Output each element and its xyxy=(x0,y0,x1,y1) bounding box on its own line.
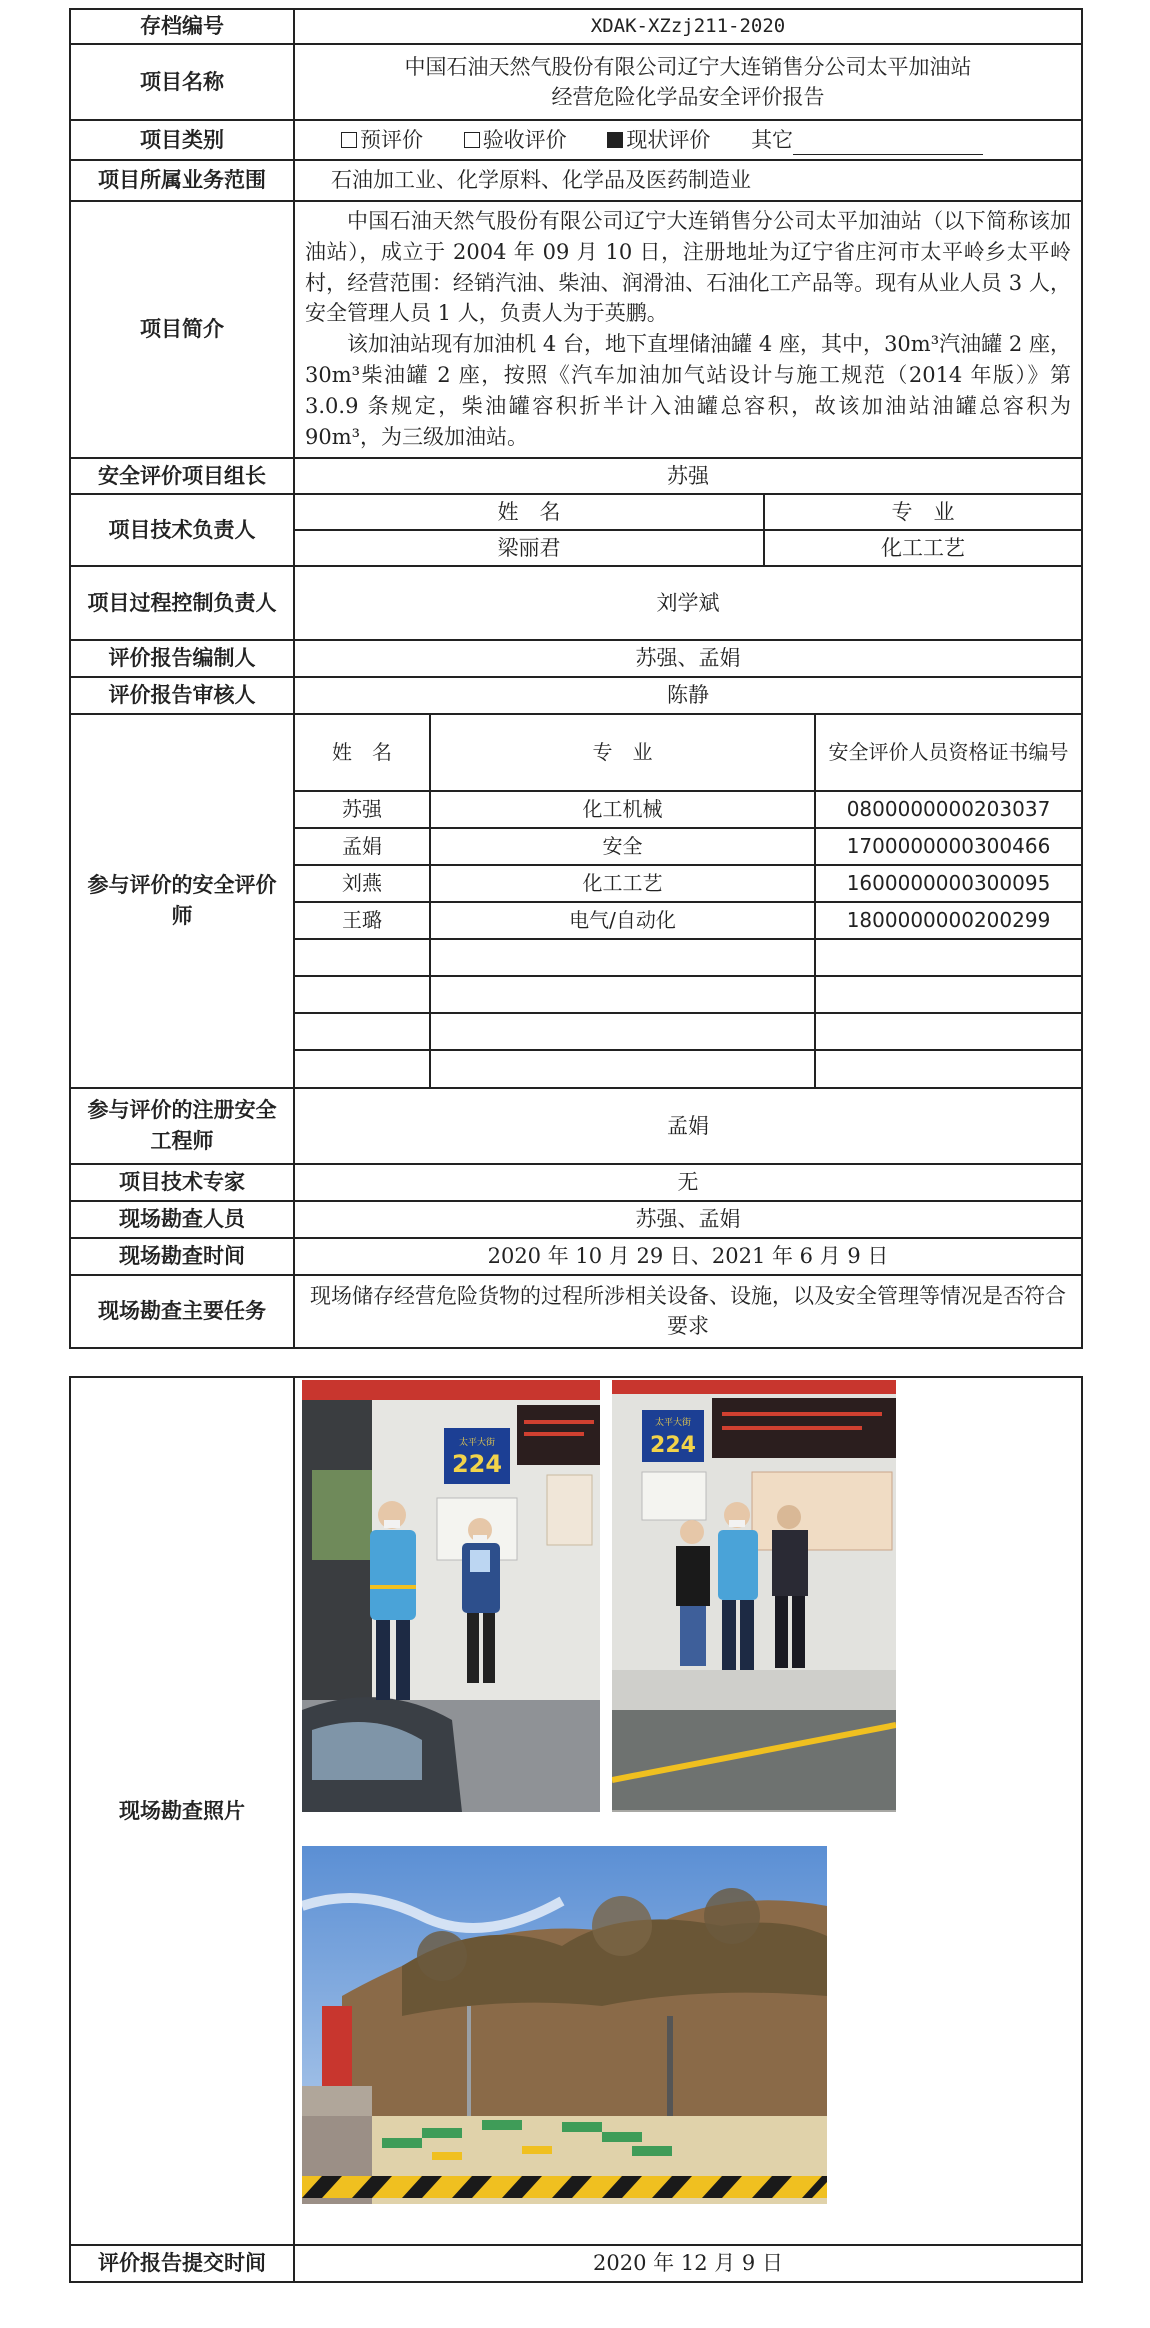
author-value: 苏强、孟娟 xyxy=(294,640,1082,677)
checkbox-icon xyxy=(464,132,480,148)
archive-label: 存档编号 xyxy=(70,9,294,44)
survey-staff-value: 苏强、孟娟 xyxy=(294,1201,1082,1238)
sign-street-text: 太平大街 xyxy=(458,1438,496,1448)
eval-name: 苏强 xyxy=(295,791,430,828)
table-row-empty xyxy=(295,976,1081,1013)
process-lead-label: 项目过程控制负责人 xyxy=(70,566,294,640)
info-table xyxy=(69,8,1083,1349)
sign-street-text-2: 太平大街 xyxy=(654,1418,692,1428)
sign-number-text-2: 224 xyxy=(650,1433,696,1458)
author-label: 评价报告编制人 xyxy=(70,640,294,677)
option-pre-eval[interactable]: 预评价 xyxy=(341,128,423,152)
reg-engineer-value: 孟娟 xyxy=(294,1088,1082,1164)
intro-text xyxy=(294,201,1082,458)
tech-lead-major: 化工工艺 xyxy=(764,530,1082,566)
table-row-empty xyxy=(295,939,1081,976)
eval-header-name: 姓 名 xyxy=(295,715,430,791)
submit-label: 评价报告提交时间 xyxy=(70,2245,294,2282)
site-photo-2 xyxy=(612,1380,896,1812)
project-type-label: 项目类别 xyxy=(70,120,294,160)
intro-paragraph-2: 该加油站现有加油机 4 台，地下直埋储油罐 4 座，其中，30m³汽油罐 2 座，30m³柴油罐 2 座，按照《汽车加油加气站设计与施工规范（2014 年版）》第 3.0.9 条规定，柴油罐容积折半计入油罐总容积，故该加油站油罐总容积为 90m³，为三级加油站。 xyxy=(305,332,1071,449)
scope-value: 石油加工业、化学原料、化学品及医药制造业 xyxy=(294,160,1082,200)
option-current-eval[interactable]: 现状评价 xyxy=(607,128,710,152)
project-name-line2: 经营危险化学品安全评价报告 xyxy=(551,85,825,109)
survey-staff-label: 现场勘查人员 xyxy=(70,1201,294,1238)
project-name-line1: 中国石油天然气股份有限公司辽宁大连销售分公司太平加油站 xyxy=(404,54,972,79)
table-row xyxy=(295,902,1081,939)
intro-label: 项目简介 xyxy=(70,201,294,458)
eval-major: 化工工艺 xyxy=(430,865,815,902)
eval-major: 化工机械 xyxy=(430,791,815,828)
site-photo-3 xyxy=(302,1846,827,2204)
project-type-options xyxy=(294,120,1082,160)
tech-lead-label: 项目技术负责人 xyxy=(70,494,294,566)
project-name-label: 项目名称 xyxy=(70,44,294,120)
eval-header-major: 专 业 xyxy=(430,715,815,791)
eval-name: 孟娟 xyxy=(295,828,430,865)
scope-label: 项目所属业务范围 xyxy=(70,160,294,200)
process-lead-value: 刘学斌 xyxy=(294,566,1082,640)
table-row xyxy=(295,791,1081,828)
eval-major: 安全 xyxy=(430,828,815,865)
tech-lead-name-header: 姓 名 xyxy=(294,494,764,530)
checkbox-checked-icon xyxy=(607,132,623,148)
table-row-empty xyxy=(295,1050,1081,1087)
checkbox-icon xyxy=(341,132,357,148)
submit-value: 2020 年 12 月 9 日 xyxy=(294,2245,1082,2282)
tech-lead-name: 梁丽君 xyxy=(294,530,764,566)
site-photo-2-image xyxy=(612,1380,896,1812)
team-leader-value: 苏强 xyxy=(294,458,1082,494)
table-row xyxy=(295,828,1081,865)
table-row-empty xyxy=(295,1013,1081,1050)
survey-task-label: 现场勘查主要任务 xyxy=(70,1275,294,1348)
survey-task-value: 现场储存经营危险货物的过程所涉相关设备、设施，以及安全管理等情况是否符合要求 xyxy=(294,1275,1082,1348)
evaluators-label: 参与评价的安全评价师 xyxy=(70,714,294,1088)
eval-header-cert: 安全评价人员资格证书编号 xyxy=(815,715,1081,791)
eval-name: 王璐 xyxy=(295,902,430,939)
eval-cert: 1700000000300466 xyxy=(815,828,1081,865)
photos-label: 现场勘查照片 xyxy=(70,1377,294,2245)
eval-cert: 1800000000200299 xyxy=(815,902,1081,939)
survey-time-value: 2020 年 10 月 29 日、2021 年 6 月 9 日 xyxy=(294,1238,1082,1275)
option-acceptance-eval[interactable]: 验收评价 xyxy=(464,128,567,152)
evaluators-table xyxy=(295,715,1081,1087)
tech-lead-major-header: 专 业 xyxy=(764,494,1082,530)
eval-cert: 0800000000203037 xyxy=(815,791,1081,828)
reg-engineer-label: 参与评价的注册安全工程师 xyxy=(70,1088,294,1164)
experts-value: 无 xyxy=(294,1164,1082,1201)
project-name-value xyxy=(294,44,1082,120)
evaluators-cell xyxy=(294,714,1082,1088)
sign-number-text: 224 xyxy=(451,1450,503,1478)
intro-paragraph-1: 中国石油天然气股份有限公司辽宁大连销售分公司太平加油站（以下简称该加油站），成立于 2004 年 09 月 10 日，注册地址为辽宁省庄河市太平岭乡太平岭村，经营范围：经销汽油、柴油、润滑油、石油化工产品等。现有从业人员 3 人，安全管理人员 1 人，负责人为于英鹏。 xyxy=(305,208,1071,326)
team-leader-label: 安全评价项目组长 xyxy=(70,458,294,494)
eval-cert: 1600000000300095 xyxy=(815,865,1081,902)
site-photo-1-image xyxy=(302,1380,600,1812)
option-other[interactable]: 其它 xyxy=(751,128,983,152)
experts-label: 项目技术专家 xyxy=(70,1164,294,1201)
reviewer-value: 陈静 xyxy=(294,677,1082,714)
site-photo-1 xyxy=(302,1380,600,1812)
survey-time-label: 现场勘查时间 xyxy=(70,1238,294,1275)
eval-major: 电气/自动化 xyxy=(430,902,815,939)
table-row xyxy=(295,865,1081,902)
site-photo-3-image xyxy=(302,1846,827,2204)
archive-value: XDAK-XZzj211-2020 xyxy=(294,9,1082,44)
reviewer-label: 评价报告审核人 xyxy=(70,677,294,714)
hazard-stripe xyxy=(302,2176,827,2198)
eval-name: 刘燕 xyxy=(295,865,430,902)
other-blank xyxy=(793,136,983,155)
